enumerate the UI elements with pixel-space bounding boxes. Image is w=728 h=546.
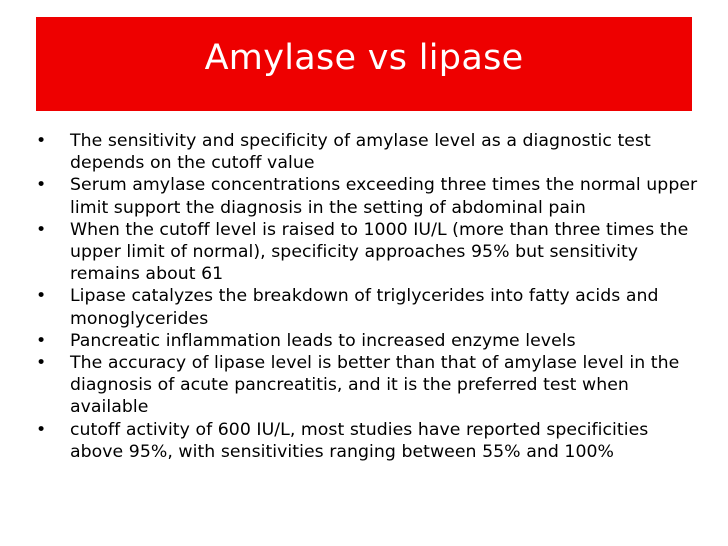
bullet-item <box>36 219 706 286</box>
bullet-marker: • <box>36 286 47 307</box>
bullet-text: The sensitivity and specificity of amylase level as a diagnostic test depends on the cutoff value <box>70 131 651 174</box>
bullet-text: cutoff activity of 600 IU/L, most studies have reported specificities above 95%, with sensitivities ranging between 55% and 100% <box>70 419 649 462</box>
bullet-marker: • <box>36 131 47 151</box>
title-banner <box>36 17 692 111</box>
bullet-text: Pancreatic inflammation leads to increased enzyme levels <box>70 330 576 351</box>
bullet-marker: • <box>36 353 47 374</box>
bullet-text: When the cutoff level is raised to 1000 IU/L (more than three times the upper limit of normal), specificity approaches 95% but sensitivity remains about 61 <box>70 219 689 285</box>
slide-title: Amylase vs lipase <box>204 37 524 78</box>
bullet-marker: • <box>36 175 47 196</box>
bullet-list <box>36 130 706 463</box>
bullet-text: The accuracy of lipase level is better than that of amylase level in the diagnosis of acute pancreatitis, and it is the preferred test when available <box>70 353 680 418</box>
bullet-item <box>36 285 706 329</box>
bullet-item <box>36 330 706 352</box>
bullet-item <box>36 352 706 419</box>
bullet-item <box>36 174 706 218</box>
bullet-text: Lipase catalyzes the breakdown of triglycerides into fatty acids and monoglycerides <box>70 286 659 329</box>
bullet-item <box>36 130 706 174</box>
bullet-marker: • <box>36 219 47 240</box>
bullet-text: Serum amylase concentrations exceeding three times the normal upper limit support the diagnosis in the setting of abdominal pain <box>70 175 698 218</box>
bullet-marker: • <box>36 419 47 440</box>
bullet-marker: • <box>36 330 47 351</box>
bullet-item <box>36 419 706 463</box>
